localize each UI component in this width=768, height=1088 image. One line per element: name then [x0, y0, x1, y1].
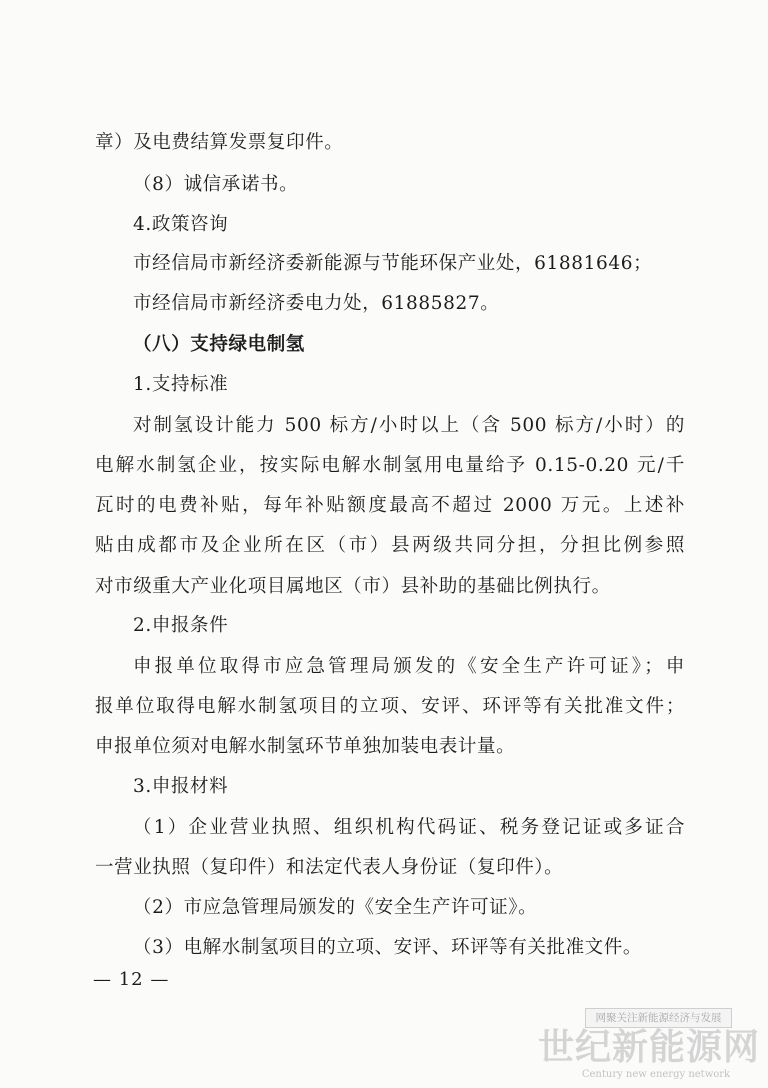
- paragraph-line: 章）及电费结算发票复印件。: [95, 132, 344, 153]
- chapter-heading: （八）支持绿电制氢: [133, 334, 305, 355]
- list-item: （1）企业营业执照、组织机构代码证、税务登记证或多证合: [133, 817, 685, 838]
- section-heading: 3.申报材料: [133, 776, 229, 797]
- contact-line: 市经信局市新经济委电力处，61885827。: [133, 293, 500, 314]
- paragraph-line: 对市级重大产业化项目属地区（市）县补助的基础比例执行。: [95, 576, 611, 597]
- section-heading: 4.政策咨询: [133, 214, 229, 235]
- paragraph-line: 申报单位取得市应急管理局颁发的《安全生产许可证》；申: [133, 656, 685, 677]
- paragraph-line: 一营业执照（复印件）和法定代表人身份证（复印件）。: [95, 857, 564, 878]
- watermark-logo: 世纪新能源网: [538, 1027, 761, 1068]
- section-heading: 1.支持标准: [133, 374, 229, 395]
- paragraph-line: 瓦时的电费补贴，每年补贴额度最高不超过 2000 万元。上述补: [95, 495, 685, 516]
- contact-line: 市经信局市新经济委新能源与节能环保产业处，61881646；: [133, 253, 653, 274]
- page-number: — 12 —: [93, 969, 170, 990]
- list-item: （2）市应急管理局颁发的《安全生产许可证》。: [133, 897, 538, 918]
- paragraph-line: 对制氢设计能力 500 标方/小时以上（含 500 标方/小时）的: [133, 415, 685, 436]
- list-item: （8）诚信承诺书。: [133, 174, 299, 195]
- list-item: （3）电解水制氢项目的立项、安评、环评等有关批准文件。: [133, 937, 642, 958]
- paragraph-line: 报单位取得电解水制氢项目的立项、安评、环评等有关批准文件；: [95, 696, 685, 717]
- watermark-tagline: 网聚关注新能源经济与发展: [585, 1008, 732, 1028]
- paragraph-line: 电解水制氢企业，按实际电解水制氢用电量给予 0.15-0.20 元/千: [95, 455, 685, 476]
- section-heading: 2.申报条件: [133, 615, 229, 636]
- paragraph-line: 贴由成都市及企业所在区（市）县两级共同分担，分担比例参照: [95, 535, 685, 556]
- paragraph-line: 申报单位须对电解水制氢环节单独加装电表计量。: [95, 736, 516, 757]
- watermark-caption: Century new energy network: [581, 1069, 731, 1080]
